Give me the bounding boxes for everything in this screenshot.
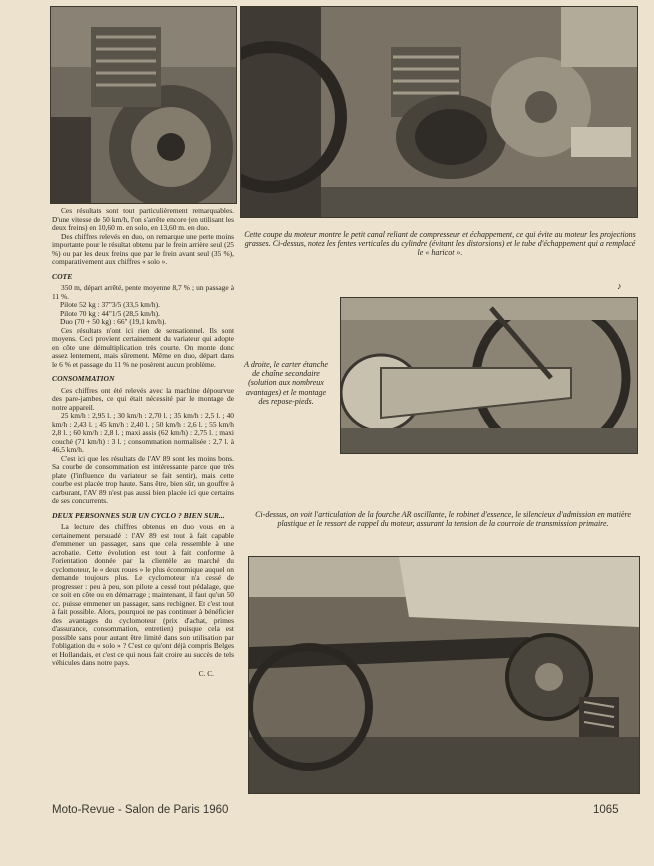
photo-rear-fork xyxy=(248,556,640,794)
page-number: 1065 xyxy=(593,804,619,816)
article-paragraph: C'est ici que les résultats de l'AV 89 sont les moins bons. Sa courbe de consommation est intéressante parce que très plate (l'influence du variateur se fait sentir), mais cette courbe est placée trop haute. Sans être, bien sûr, un gouffre à carburant, l'AV 89 n'est pas aussi bien placée ici que certains de ses concurrents. xyxy=(52,453,234,505)
section-heading-duo: DEUX PERSONNES SUR UN CYCLO ? BIEN SUR... xyxy=(52,510,225,520)
section-heading-cote: COTE xyxy=(52,271,73,281)
page-mark: ♪ xyxy=(617,281,622,291)
photo-engine-cylinder xyxy=(50,6,237,204)
caption-engine-cutaway: Cette coupe du moteur montre le petit canal reliant de compresseur et échappement, ce qui évite au moteur les projections grasses. Ci-dessus, notez les fentes verticales du cylindre (évitant les distorsions) et le tube d'échappement qui a remplacé le « haricot ». xyxy=(244,230,636,258)
photo-engine-side xyxy=(240,6,638,218)
author-signature: C. C. xyxy=(198,668,214,678)
result-line: Pilote 52 kg : 37"3/5 (33,5 km/h). xyxy=(60,300,160,309)
article-paragraph: Ces résultats n'ont ici rien de sensationnel. Ils sont moyens. Ceci provient certainement du variateur qui adopte en côte une démultiplication très courte. On monte donc assez lentement, mais sûrement. Même en duo, départ dans le 6 % et passage du 11 % ne posèrent aucun problème. xyxy=(52,325,234,369)
article-paragraph: Ces résultats sont tout particulièrement remarquables. D'une vitesse de 50 km/h, l'on s'arrête encore (en utilisant les deux freins) en 10,60 m. en solo, en 13,60 m. en duo. xyxy=(52,206,234,232)
article-paragraph: 25 km/h : 2,95 l. ; 30 km/h : 2,70 l. ; 35 km/h : 2,5 l. ; 40 km/h : 2,43 l. ; 45 km/h : 2,40 l. ; 50 km/h : 2,6 l. ; 55 km/h 2,8 l. ; 60 km/h : 2,8 l. ; maxi assis (62 km/h) : 2,75 l. ; maxi couché (71 km/h) : 3 l. ; consommation normalisée : 2,7 l. à 46,5 km/h. xyxy=(52,411,234,454)
article-paragraph: La lecture des chiffres obtenus en duo vous en a certainement persuadé : l'AV 89 est tout à fait capable d'emmener un passager, sans que cela ressemble à une acrobatie. Cette évolution est tout à fait conforme à l'orientation donnée par la clientèle au marché du cyclomoteur, le « deux roues » le plus économique auquel on demande toujours plus. Le cyclomoteur n'a cessé de progresser : peu à peu, son pilote a cessé tout pédalage, que ce soit en côte ou en démarrage ; maintenant, il faut qu'un 50 cc. puisse emmener un passager, sans rechigner. Et c'est tout à fait possible. Alors, pourquoi ne pas continuer à bénéficier des avantages du cyclomoteur (prix d'achat, primes d'assurance, consommation, entretien) puisque cela est possible sans pour autant être limité dans son utilisation par l'obligation du « solo » ? C'est ce qu'ont déjà compris Belges et Hollandais, et c'est ce qui nous fait croire au succès de tels véhicules dans notre pays. xyxy=(52,522,234,667)
article-paragraph: Ces chiffres ont été relevés avec la machine dépourvue des pare-jambes, ce qui était nécessité par le montage de notre appareil. xyxy=(52,385,234,412)
publication-footer: Moto-Revue - Salon de Paris 1960 xyxy=(52,804,229,816)
caption-chain-case: A droite, le carter étanche de chaîne secondaire (solution aux nombreux avantages) et le montage des repose-pieds. xyxy=(244,360,328,406)
caption-rear-fork: Ci-dessus, on voit l'articulation de la fourche AR oscillante, le robinet d'essence, le silencieux d'admission en matière plastique et le ressort de rappel du moteur, assurant la tension de la courroie de transmission primaire. xyxy=(255,510,631,529)
article-paragraph: 350 m, départ arrêté, pente moyenne 8,7 % ; un passage à 11 %. xyxy=(52,283,234,301)
photo-chain-case xyxy=(340,297,638,454)
article-column xyxy=(52,207,234,678)
article-paragraph: Des chiffres relevés en duo, on remarque une perte moins importante pour le résultat obtenu par le frein arrière seul (25 %) ou par les deux freins que par le frein avant seul (35 %), comparativement aux chiffres « solo ». xyxy=(52,231,234,266)
result-line: Pilote 70 kg : 44"1/5 (28,5 km/h). xyxy=(60,308,160,318)
result-line: Duo (70 + 50 kg) : 66" (19,1 km/h). xyxy=(60,317,167,326)
section-heading-consommation: CONSOMMATION xyxy=(52,374,115,383)
